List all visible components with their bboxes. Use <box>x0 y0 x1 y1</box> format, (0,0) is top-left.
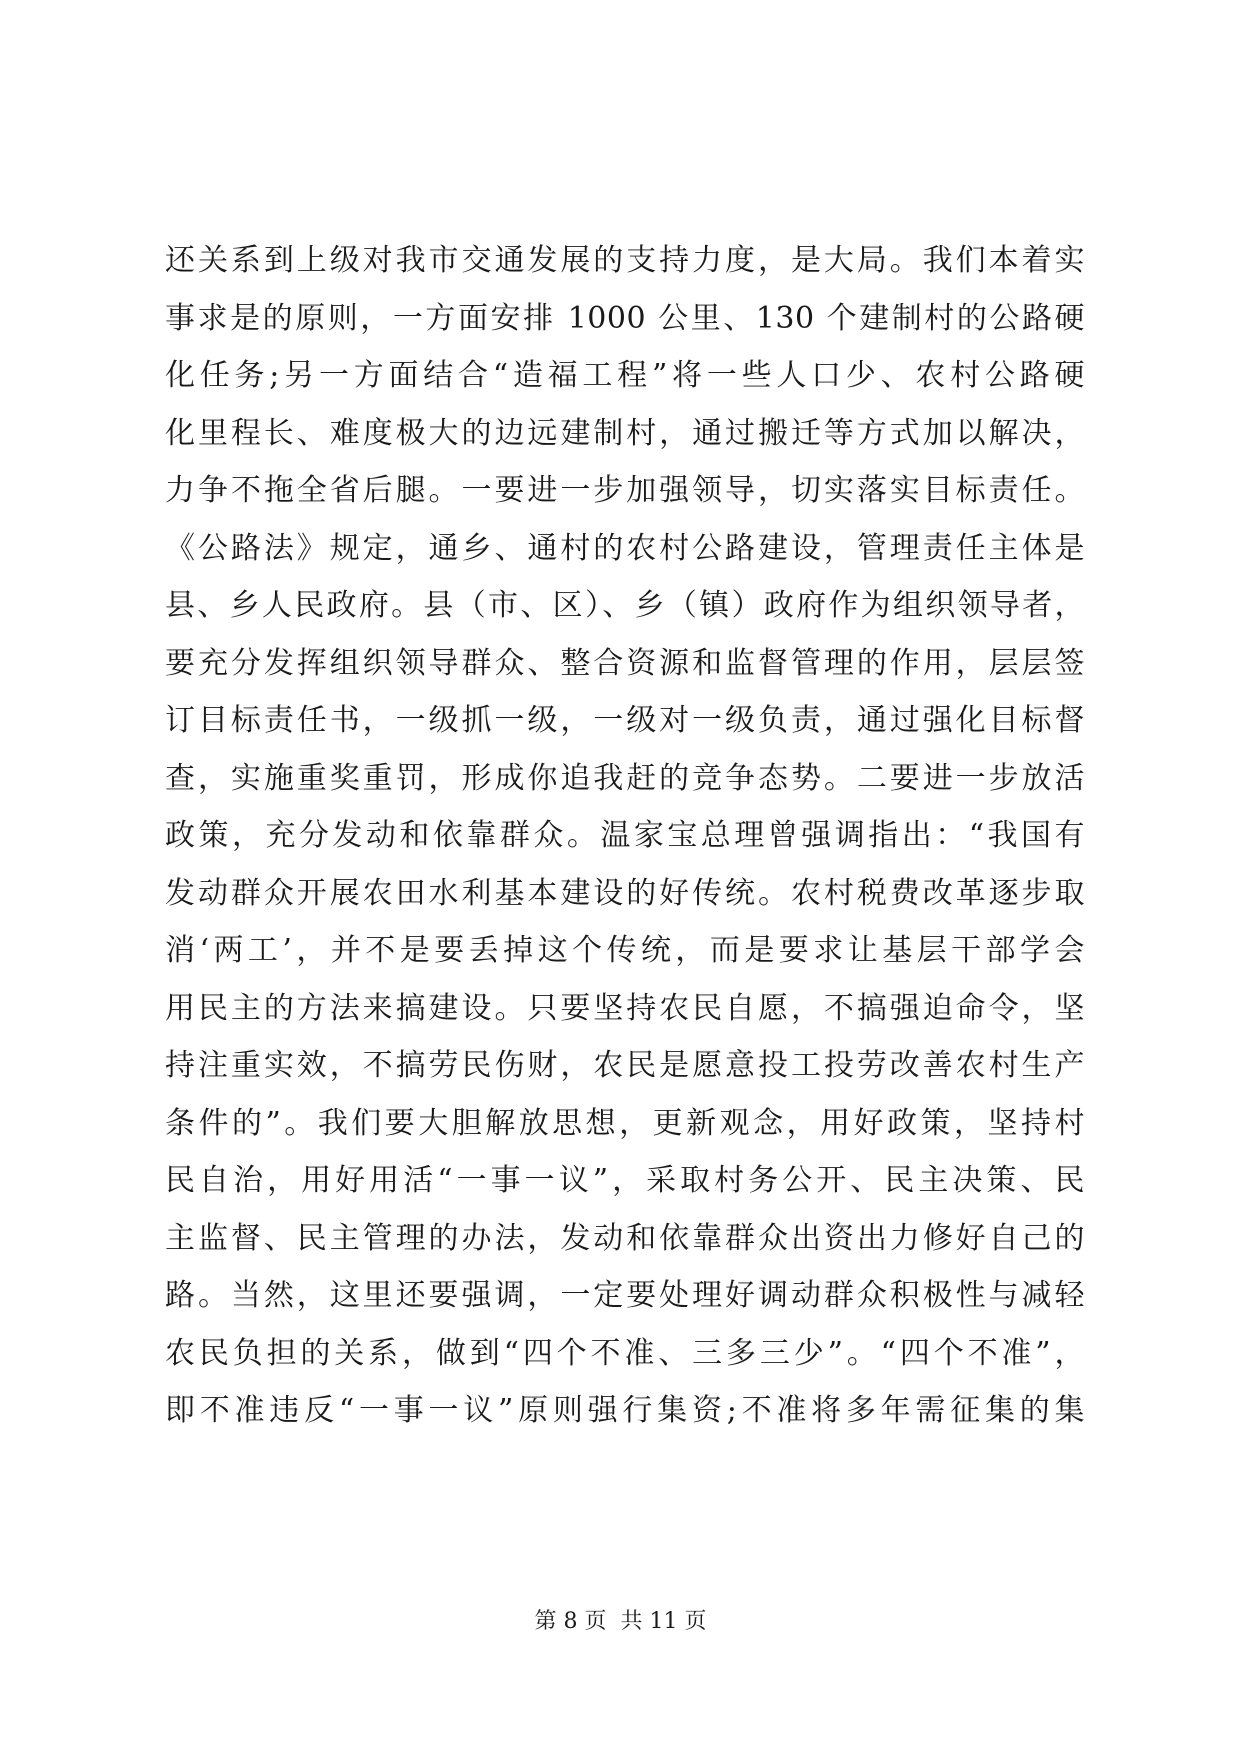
text-line: 事求是的原则，一方面安排 1000 公里、130 个建制村的公路硬 <box>165 300 1085 336</box>
text-line: 民自治，用好用活“一事一议”，采取村务公开、民主决策、民 <box>165 1163 1085 1198</box>
text-line: 查，实施重奖重罚，形成你追我赶的竞争态势。二要进一步放活 <box>165 760 1085 796</box>
text-line: 路。当然，这里还要强调，一定要处理好调动群众积极性与减轻 <box>165 1278 1085 1313</box>
text-line: 力争不拖全省后腿。一要进一步加强领导，切实落实目标责任。 <box>165 473 1085 508</box>
text-line: 政策，充分发动和依靠群众。温家宝总理曾强调指出：“我国有 <box>165 818 1085 853</box>
text-line: 发动群众开展农田水利基本建设的好传统。农村税费改革逐步取 <box>165 875 1085 911</box>
page-footer <box>0 1604 1241 1635</box>
text-line: 化任务;另一方面结合“造福工程”将一些人口少、农村公路硬 <box>165 358 1085 393</box>
text-line: 还关系到上级对我市交通发展的支持力度，是大局。我们本着实 <box>165 243 1085 278</box>
text-line: 用民主的方法来搞建设。只要坚持农民自愿，不搞强迫命令，坚 <box>165 990 1085 1026</box>
text-line: 化里程长、难度极大的边远建制村，通过搬迁等方式加以解决， <box>165 415 1085 451</box>
text-line: 要充分发挥组织领导群众、整合资源和监督管理的作用，层层签 <box>165 645 1085 681</box>
text-line: 农民负担的关系，做到“四个不准、三多三少”。“四个不准”， <box>165 1335 1085 1371</box>
text-line: 订目标责任书，一级抓一级，一级对一级负责，通过强化目标督 <box>165 703 1085 738</box>
text-line: 即不准违反“一事一议”原则强行集资;不准将多年需征集的集 <box>165 1393 1085 1428</box>
text-line: 消‘两工’，并不是要丢掉这个传统，而是要求让基层干部学会 <box>165 933 1085 968</box>
text-line: 主监督、民主管理的办法，发动和依靠群众出资出力修好自己的 <box>165 1220 1085 1256</box>
text-line: 《公路法》规定，通乡、通村的农村公路建设，管理责任主体是 <box>165 530 1085 566</box>
page-number-label: 第 8 页 共 11 页 <box>534 1609 707 1634</box>
body-text <box>165 232 1085 1440</box>
text-line: 条件的”。我们要大胆解放思想，更新观念，用好政策，坚持村 <box>165 1105 1085 1141</box>
text-line: 持注重实效，不搞劳民伤财，农民是愿意投工投劳改善农村生产 <box>165 1048 1085 1083</box>
text-line: 县、乡人民政府。县（市、区）、乡（镇）政府作为组织领导者， <box>165 588 1085 623</box>
